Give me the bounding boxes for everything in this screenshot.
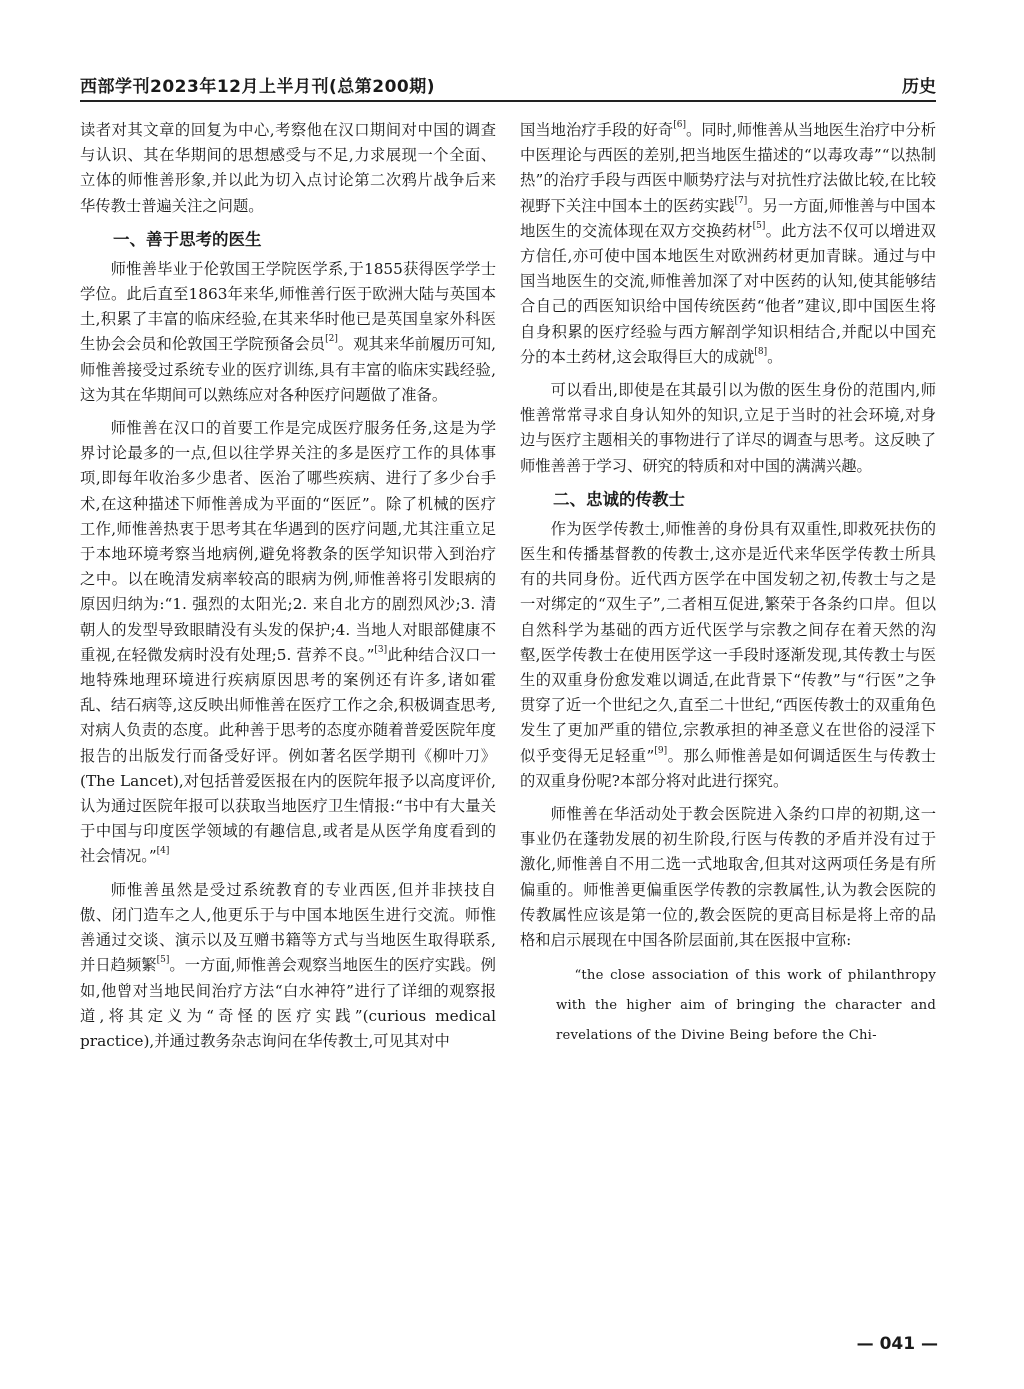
paragraph: 可以看出,即使是在其最引以为傲的医生身份的范围内,师惟善常常寻求自身认知外的知识,立足于当时的社会环境,对身边与医疗主题相关的事物进行了详尽的调查与思考。这反映了师惟善善于学习、研究的特质和对中国的满满兴趣。	[520, 381, 936, 475]
text-run: 。观其来华前履历可知,师惟善接受过系统专业的医疗训练,具有丰富的临床实践经验,这为其在华期间可以熟练应对各种医疗问题做了准备。	[80, 335, 496, 404]
paragraph	[520, 517, 936, 794]
text-run: 。另一方面,师惟善与中国本地医生的交流体现在双方交换药材	[520, 196, 936, 240]
citation: [9]	[654, 745, 668, 756]
citation: [5]	[156, 955, 170, 966]
citation: [2]	[325, 334, 338, 345]
text-run: 师惟善虽然是受过系统教育的专业西医,但并非挟技自傲、闭门造车之人,他更乐于与中国本地医生进行交流。师惟善通过交谈、演示以及互赠书籍等方式与当地医生取得联系,并日趋频繁	[80, 880, 496, 975]
citation: [5]	[752, 220, 766, 231]
citation: [4]	[156, 846, 170, 857]
block-quote: “the close association of this work of philanthropy with the higher aim of bringing the character and revelations of the Divine Being before the Chi-	[556, 968, 936, 1044]
section-heading: 一、善于思考的医生	[113, 229, 262, 249]
text-run: 作为医学传教士,师惟善的身份具有双重性,即救死扶伤的医生和传播基督教的传教士,这亦是近代来华医学传教士所具有的共同身份。近代西方医学在中国发轫之初,传教士与之是一对绑定的“双生子”,二者相互促进,繁荣于各条约口岸。但以自然科学为基础的西方近代医学与宗教之间存在着天然的沟壑,医学传教士在使用医学这一手段时逐渐发现,其传教士与医生的双重身份愈发难以调适,在此背景下“传教”与“行医”之争贯穿了近一个世纪之久,直至二十世纪,“西医传教士的双重角色发生了更加严重的错位,宗教承担的神圣意义在世俗的浸淫下似乎变得无足轻重”	[520, 519, 936, 765]
paragraph	[520, 118, 936, 370]
text-run: 。那么师惟善是如何调适医生与传教士的双重身份呢?本部分将对此进行探究。	[520, 746, 936, 790]
section-label: 历史	[902, 77, 936, 97]
page-number: — 041 —	[856, 1334, 938, 1354]
paragraph	[80, 257, 496, 408]
citation: [6]	[673, 120, 686, 130]
paragraph	[80, 878, 496, 1054]
text-run: 国当地治疗手段的好奇	[520, 121, 674, 139]
right-column	[520, 118, 936, 1051]
text-run: 师惟善毕业于伦敦国王学院医学系,于1855获得医学学士学位。此后直至1863年来华,师惟善行医于欧洲大陆与英国本土,积累了丰富的临床经验,在其来华时他已是英国皇家外科医生协会会员和伦敦国王学院预备会员	[80, 259, 496, 354]
citation: [3]	[374, 644, 388, 655]
journal-title: 西部学刊2023年12月上半月刊(总第200期)	[80, 77, 435, 97]
paragraph	[80, 416, 496, 870]
citation: [8]	[754, 346, 768, 357]
text-run: 师惟善在汉口的首要工作是完成医疗服务任务,这是为学界讨论最多的一点,但以往学界关注的多是医疗工作的具体事项,即每年收治多少患者、医治了哪些疾病、进行了多少台手术,在这种描述下师惟善成为平面的“医匠”。除了机械的医疗工作,师惟善热衷于思考其在华遇到的医疗问题,尤其注重立足于本地环境考察当地病例,避免将教条的医学知识带入到治疗之中。以在晚清发病率较高的眼病为例,师惟善将引发眼病的原因归纳为:“1. 强烈的太阳光;2. 来自北方的剧烈风沙;3. 清朝人的发型导致眼睛没有头发的保护;4. 当地人对眼部健康不重视,在轻微发病时没有处理;5. 营养不良。”	[80, 419, 496, 664]
text-run: 。同时,师惟善从当地医生治疗中分析中医理论与西医的差别,把当地医生描述的“以毒攻毒”“以热制热”的治疗手段与西医中顺势疗法与对抗性疗法做比较,在比较视野下关注中国本土的医药实践	[520, 121, 936, 215]
paragraph: 读者对其文章的回复为中心,考察他在汉口期间对中国的调查与认识、其在华期间的思想感受与不足,力求展现一个全面、立体的师惟善形象,并以此为切入点讨论第二次鸦片战争后来华传教士普遍关注之问题。	[80, 121, 496, 215]
text-run: 。	[767, 347, 783, 366]
text-run: 。此方法不仅可以增进双方信任,亦可使中国本地医生对欧洲药材更加青睐。通过与中国当地医生的交流,师惟善加深了对中医药的认知,使其能够结合自己的西医知识给中国传统医药“他者”建议,即中国医生将自身积累的医疗经验与西方解剖学知识相结合,并配以中国充分的本土药材,这会取得巨大的成就	[520, 221, 936, 366]
running-header	[80, 70, 936, 102]
section-heading: 二、忠诚的传教士	[553, 489, 685, 509]
text-run: 。一方面,师惟善会观察当地医生的医疗实践。例如,他曾对当地民间治疗方法“白水神符”进行了详细的观察报道,将其定义为“奇怪的医疗实践”(curious medical practice),并通过教务杂志询问在华传教士,可见其对中	[80, 956, 496, 1050]
left-column	[80, 118, 496, 1062]
text-run: 此种结合汉口一地特殊地理环境进行疾病原因思考的案例还有许多,诸如霍乱、结石病等,这反映出师惟善在医疗工作之余,积极调查思考,对病人负责的态度。此种善于思考的态度亦随着普爱医院年度报告的出版发行而备受好评。例如著名医学期刊《柳叶刀》(The Lancet),对包括普爱医报在内的医院年报予以高度评价,认为通过医院年报可以获取当地医疗卫生情报:“书中有大量关于中国与印度医学领域的有趣信息,或者是从医学角度看到的社会情况。”	[80, 645, 496, 866]
paragraph: 师惟善在华活动处于教会医院进入条约口岸的初期,这一事业仍在蓬勃发展的初生阶段,行医与传教的矛盾并没有过于激化,师惟善自不用二选一式地取舍,但其对这两项任务是有所偏重的。师惟善更偏重医学传教的宗教属性,认为教会医院的传教属性应该是第一位的,教会医院的更高目标是将上帝的品格和启示展现在中国各阶层面前,其在医报中宣称:	[520, 805, 936, 950]
citation: [7]	[734, 195, 748, 206]
